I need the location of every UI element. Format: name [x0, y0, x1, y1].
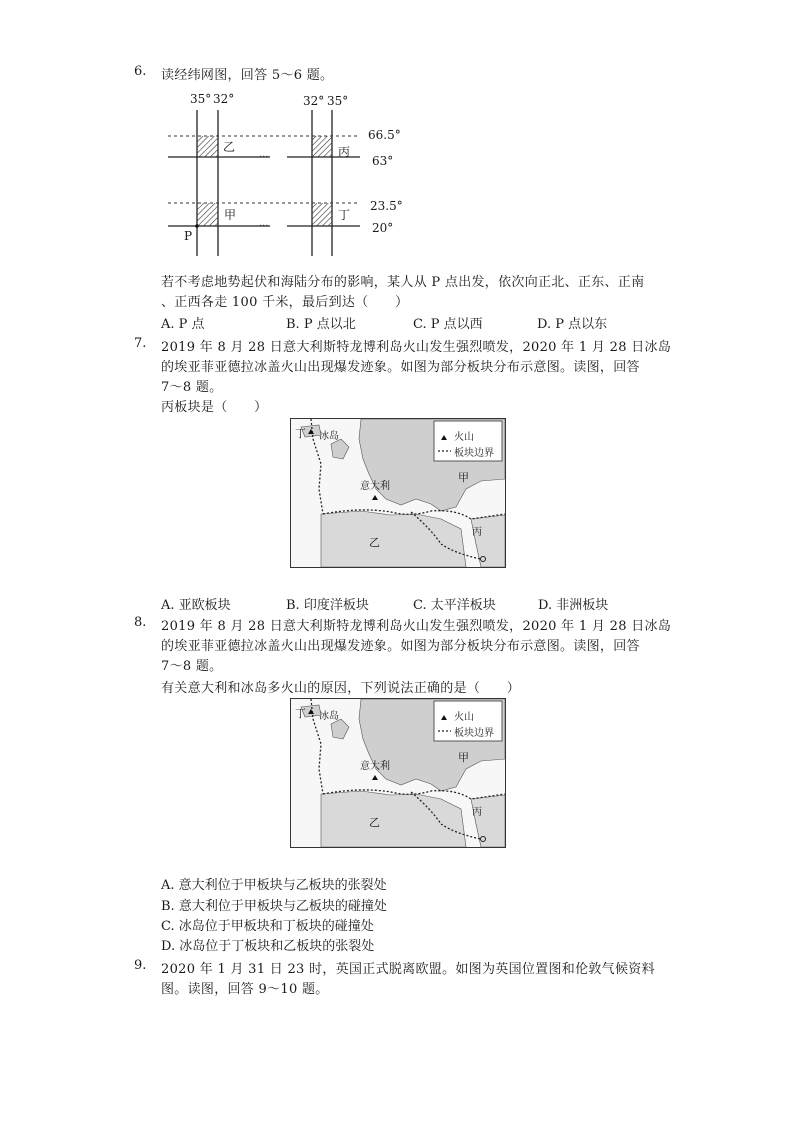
lat-lon-grid-diagram	[160, 88, 420, 263]
question-8-option-a[interactable]: A. 意大利位于甲板块与乙板块的张裂处	[161, 878, 387, 893]
map-label-yi: 乙	[369, 816, 380, 829]
question-8-line-2: 的埃亚菲亚德拉冰盖火山出现爆发迹象。如图为部分板块分布示意图。读图，回答	[161, 639, 640, 654]
cell-label-ding: 丁	[338, 208, 351, 222]
lon-label-32-left: 32°	[213, 92, 235, 106]
svg-text:···: ···	[259, 152, 269, 163]
cell-label-yi: 乙	[223, 140, 236, 154]
question-8-question: 有关意大利和冰岛多火山的原因，下列说法正确的是（ ）	[161, 681, 521, 696]
question-6-text-2: 、正西各走 100 千米，最后到达（ ）	[161, 295, 409, 310]
question-7-question: 丙板块是（ ）	[161, 400, 268, 415]
lat-label-20: 20°	[372, 221, 394, 235]
question-8-option-d[interactable]: D. 冰岛位于丁板块和乙板块的张裂处	[161, 939, 375, 954]
map-label-jia: 甲	[458, 751, 469, 764]
question-6-stem: 读经纬网图，回答 5～6 题。	[161, 68, 334, 83]
point-p-label: P	[184, 229, 193, 243]
question-8-number: 8.	[134, 615, 147, 630]
legend-volcano: 火山	[454, 712, 474, 723]
question-8-option-c[interactable]: C. 冰岛位于甲板块和丁板块的碰撞处	[161, 919, 374, 934]
question-7-option-c[interactable]: C. 太平洋板块	[413, 598, 496, 613]
legend-boundary: 板块边界	[454, 448, 494, 459]
question-8-line-3: 7～8 题。	[161, 659, 223, 674]
question-7-line-3: 7～8 题。	[161, 380, 223, 395]
question-8-line-1: 2019 年 8 月 28 日意大利斯特龙博利岛火山发生强烈喷发，2020 年 1 月 28 日冰岛	[161, 619, 672, 634]
cell-label-jia: 甲	[224, 208, 237, 222]
map-label-bing: 丙	[472, 527, 482, 538]
map-label-italy: 意大利	[360, 761, 390, 772]
map-label-yi: 乙	[369, 536, 380, 549]
question-6-option-c[interactable]: C. P 点以西	[413, 317, 483, 332]
plate-map-q8	[290, 698, 506, 848]
legend-volcano: 火山	[454, 432, 474, 443]
question-8-option-b[interactable]: B. 意大利位于甲板块与乙板块的碰撞处	[161, 899, 387, 914]
hatched-cell-yi	[197, 136, 218, 157]
hatched-cell-jia	[197, 203, 218, 226]
hatched-cell-bing	[312, 136, 332, 157]
hatched-cell-ding	[312, 203, 332, 226]
question-6-option-d[interactable]: D. P 点以东	[537, 317, 608, 332]
question-6-option-a[interactable]: A. P 点	[161, 317, 205, 332]
question-7-option-b[interactable]: B. 印度洋板块	[286, 598, 369, 613]
svg-text:···: ···	[259, 221, 269, 232]
question-7-line-1: 2019 年 8 月 28 日意大利斯特龙博利岛火山发生强烈喷发，2020 年 1 月 28 日冰岛	[161, 340, 672, 355]
lat-label-66-5: 66.5°	[368, 128, 401, 142]
question-9-number: 9.	[134, 958, 147, 973]
map-label-ding: 丁	[295, 427, 306, 440]
question-6-option-b[interactable]: B. P 点以北	[286, 317, 356, 332]
lon-label-35-left: 35°	[190, 92, 212, 106]
point-p-dot	[195, 224, 199, 228]
lat-label-23-5: 23.5°	[370, 199, 403, 213]
lon-label-35-right: 35°	[327, 94, 349, 108]
plate-map-q7	[290, 418, 506, 568]
map-label-ding: 丁	[295, 707, 306, 720]
question-9-line-1: 2020 年 1 月 31 日 23 时，英国正式脱离欧盟。如图为英国位置图和伦敦气候资料	[161, 962, 655, 977]
lon-label-32-right: 32°	[303, 94, 325, 108]
legend-boundary: 板块边界	[454, 728, 494, 739]
question-9-line-2: 图。读图，回答 9～10 题。	[161, 982, 329, 997]
lat-lon-grid-svg	[160, 88, 420, 263]
map-label-italy: 意大利	[360, 481, 390, 492]
map-label-jia: 甲	[458, 471, 469, 484]
lat-label-63: 63°	[372, 154, 394, 168]
question-7-option-a[interactable]: A. 亚欧板块	[161, 598, 231, 613]
map-label-iceland: 冰岛	[319, 711, 339, 722]
question-7-number: 7.	[134, 336, 147, 351]
map-label-iceland: 冰岛	[319, 431, 339, 442]
question-7-line-2: 的埃亚菲亚德拉冰盖火山出现爆发迹象。如图为部分板块分布示意图。读图，回答	[161, 360, 640, 375]
question-6-text-1: 若不考虑地势起伏和海陆分布的影响，某人从 P 点出发，依次向正北、正东、正南	[161, 275, 645, 290]
map-label-bing: 丙	[472, 807, 482, 818]
cell-label-bing: 丙	[338, 145, 351, 159]
question-7-option-d[interactable]: D. 非洲板块	[538, 598, 609, 613]
question-6-number: 6.	[134, 64, 147, 79]
